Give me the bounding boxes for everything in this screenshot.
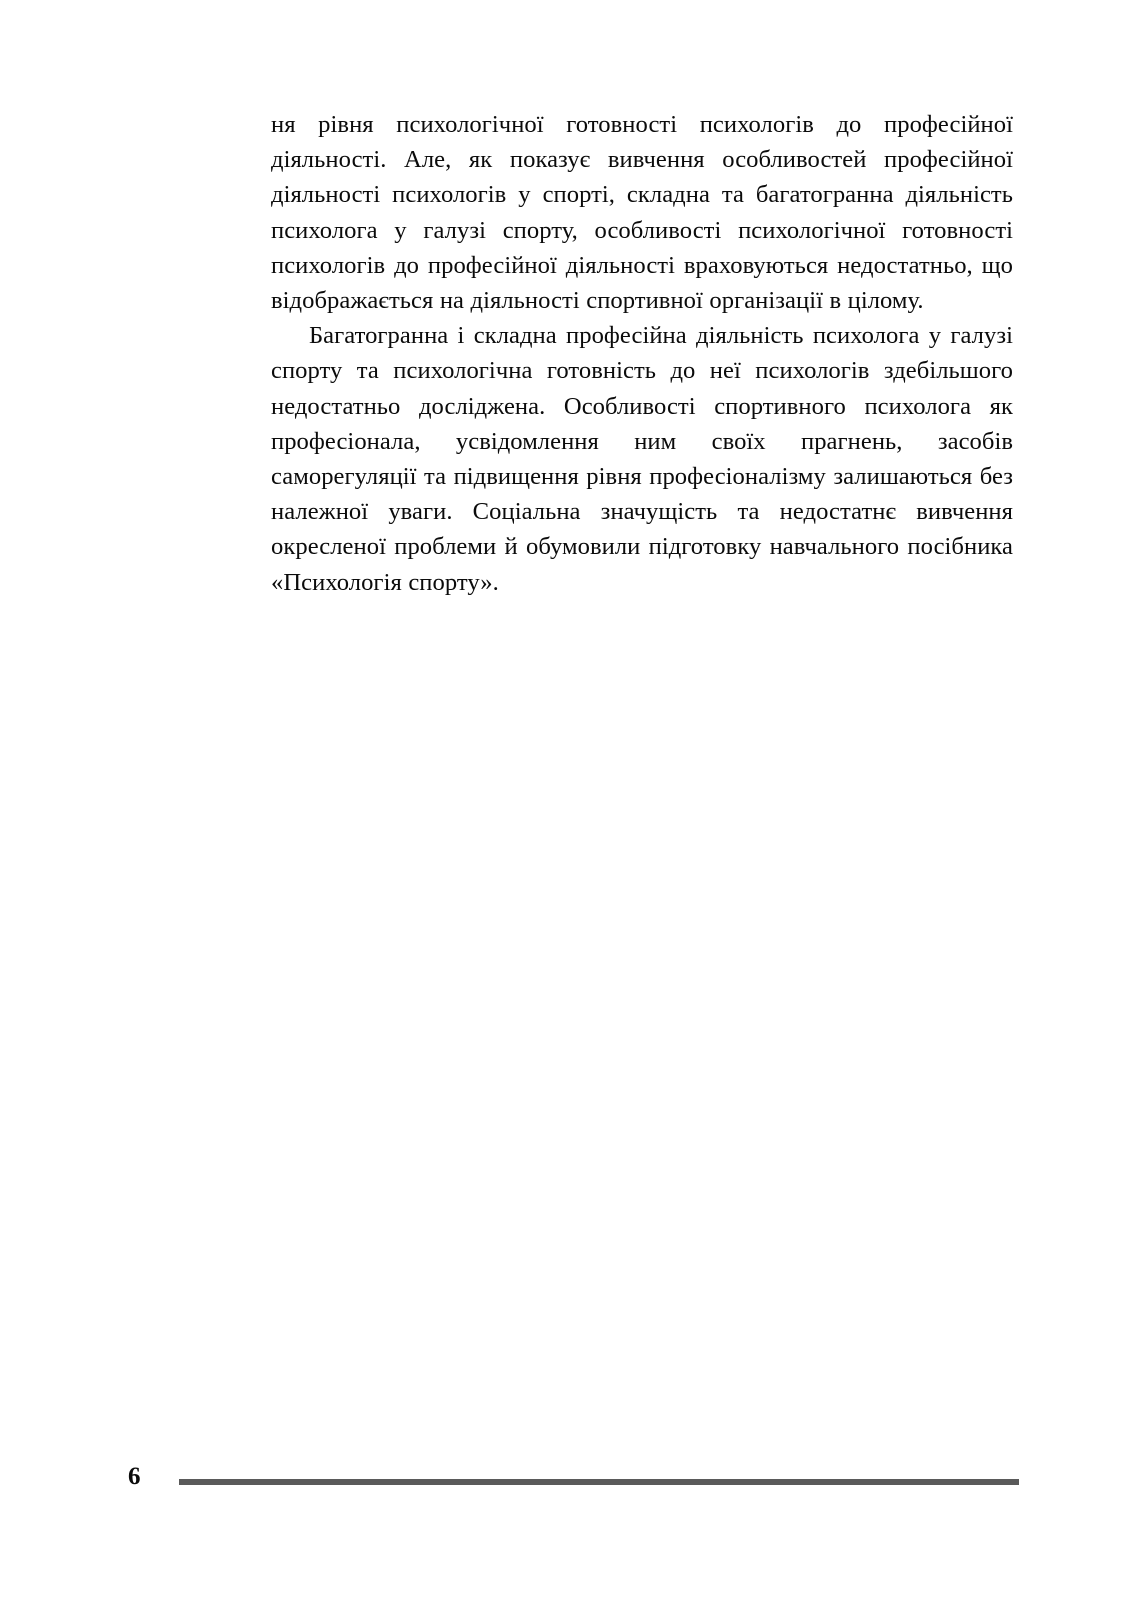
footer-divider-rule [179,1479,1019,1485]
page-footer [0,1462,1142,1512]
page-number: 6 [128,1463,141,1490]
paragraph-continued: ня рівня психологічної готовності психологів до професійної діяльності. Але, як показує вивчення особливостей професійної діяльності психологів у спорті, складна та багатогранна діяльність психолога у галузі спорту, особливості психологічної готовності психологів до професійної діяльності враховуються недостатньо, що відображається на діяльності спортивної організації в цілому. [271,111,1013,315]
paragraph-second: Багатогранна і складна професійна діяльність психолога у галузі спорту та психологічна готовність до неї психологів здебільшого недостатньо досліджена. Особливості спортивного психолога як професіонала, усвідомлення ним своїх прагнень, засобів саморегуляції та підвищення рівня професіоналізму залишаються без належної уваги. Соціальна значущість та недостатнє вивчення окресленої проблеми й обумовили підготовку навчального посібника «Психологія спорту». [271,322,1013,596]
body-text-column [271,107,1013,600]
